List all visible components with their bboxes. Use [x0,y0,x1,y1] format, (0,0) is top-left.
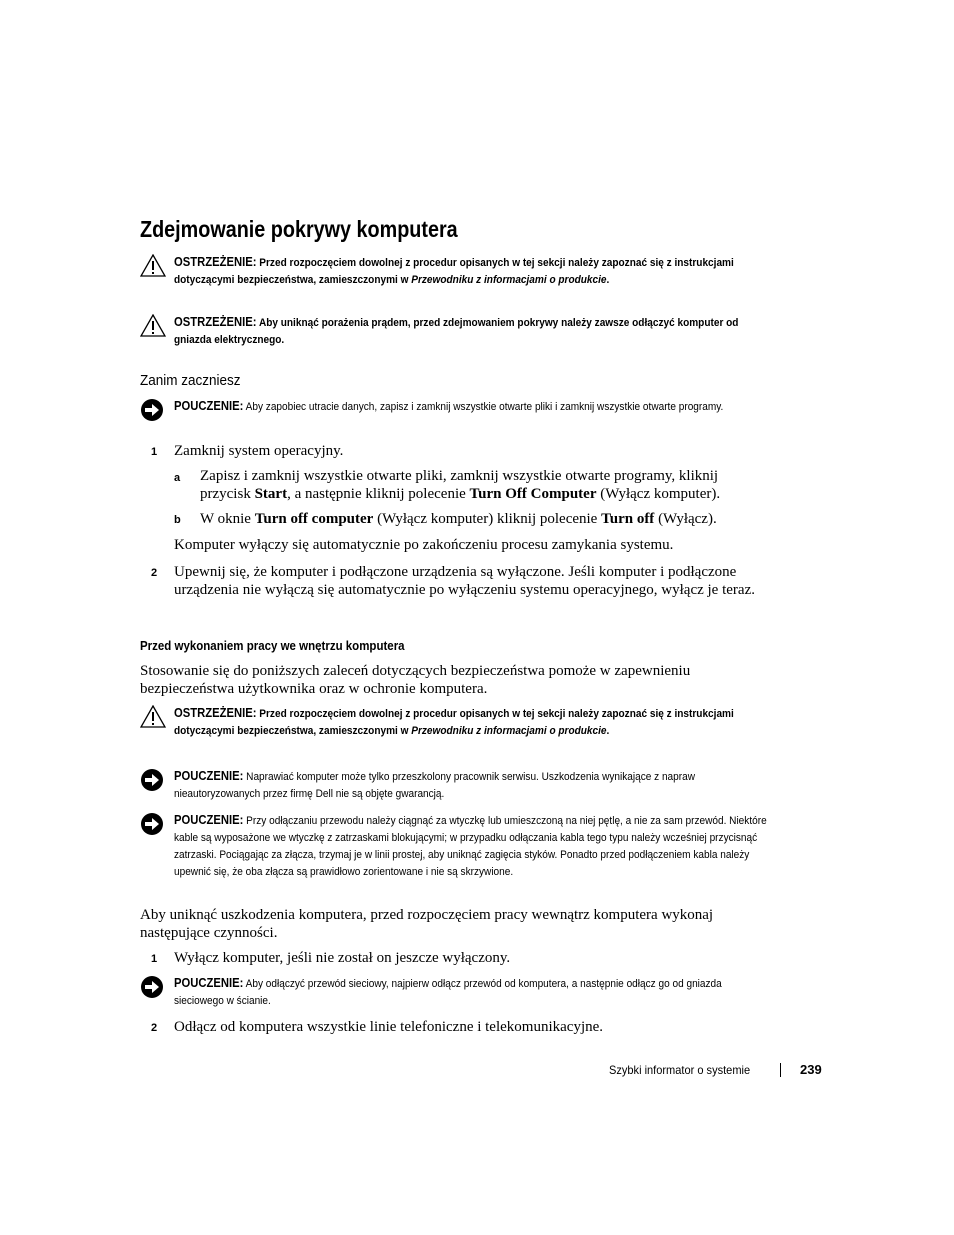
substep-text-part: , a następnie kliknij polecenie [287,486,470,502]
notice-text [174,812,768,881]
warning-label: OSTRZEŻENIE: [174,315,257,329]
notice-arrow-icon [140,768,164,792]
notice-arrow-icon [140,398,164,422]
substep-text-part: Zapisz i zamknij wszystkie otwarte pliki, zamknij wszystkie otwarte programy, kliknij przycisk [200,468,719,502]
intro-paragraph: Stosowanie się do poniższych zaleceń dotyczących bezpieczeństwa pomoże w zapewnieniu bezpieczeństwa użytkownika oraz w ochronie komputera. [140,663,691,697]
page-number: 239 [800,1062,822,1077]
notice-arrow-icon [140,975,164,999]
warning-box [140,254,770,289]
notice-box [140,768,770,803]
substep-text [200,467,765,503]
notice-arrow-icon [140,812,164,836]
step-note: Komputer wyłączy się automatycznie po zakończeniu procesu zamykania systemu. [174,537,674,553]
turn-off-label: Turn off [601,511,655,527]
substep-text-part: W oknie [200,511,255,527]
notice-text [174,398,768,416]
turn-off-computer-window-label: Turn off computer [254,511,374,527]
notice-body: Przy odłączaniu przewodu należy ciągnąć za wtyczkę lub umieszczoną na niej pętlę, a nie za sam przewód. Niektóre kable są wyposażone we wtyczkę z zatrzaskami blokującymi; w przypadku odłączania kabla tego typu należy wcześniej przycisnąć zatrzaski. Pociągając za złącza, trzymaj je w linii prostej, aby uniknąć zagięcia styków. Ponadto przed podłączeniem kabla należy upewnić się, że oba złącza są prawidłowo zorientowane i nie są skrzywione. [174,815,767,878]
substep-letter: b [174,514,181,526]
warning-triangle-icon [140,254,166,277]
start-button-label: Start [254,486,288,502]
substep-letter: a [174,472,181,484]
warning-box [140,705,770,740]
warning-text [174,314,768,349]
warning-body: Aby uniknąć porażenia prądem, przed zdejmowaniem pokrywy należy zawsze odłączyć komputer od gniazda elektrycznego. [174,317,739,346]
subsection-heading: Przed wykonaniem pracy we wnętrzu komputera [140,639,405,653]
footer-divider [780,1063,781,1077]
warning-triangle-icon [140,705,166,728]
notice-body: Aby zapobiec utracie danych, zapisz i zamknij wszystkie otwarte pliki i zamknij wszystkie otwarte programy. [245,401,724,413]
warning-text [174,705,768,740]
warning-text [174,254,768,289]
footer-section-title: Szybki informator o systemie [609,1063,751,1077]
step-number: 1 [151,446,158,458]
step-text: Upewnij się, że komputer i podłączone urządzenia są wyłączone. Jeśli komputer i podłączone urządzenia nie wyłączą się automatycznie po wyłączeniu systemu operacyjnego, wyłącz je teraz. [174,564,755,598]
substep-text-part: (Wyłącz komputer). [596,486,721,502]
notice-body: Aby odłączyć przewód sieciowy, najpierw odłącz przewód od komputera, a następnie odłącz go od gniazda sieciowego w ścianie. [174,978,722,1007]
notice-body: Naprawiać komputer może tylko przeszkolony pracownik serwisu. Uszkodzenia wynikające z napraw nieautoryzowanych przez firmę Dell nie są objęte gwarancją. [174,771,695,800]
substep-text-part: (Wyłącz). [654,511,717,527]
warning-guide-title: Przewodniku z informacjami o produkcie [411,725,607,737]
step-number: 2 [151,567,158,579]
warning-body: Przed rozpoczęciem dowolnej z procedur opisanych w tej sekcji należy zapoznać się z instrukcjami dotyczącymi bezpieczeństwa, zamieszczonymi w [174,257,734,286]
notice-box [140,975,770,1010]
turn-off-computer-label: Turn Off Computer [469,486,597,502]
step-number: 2 [151,1022,158,1034]
warning-guide-title: Przewodniku z informacjami o produkcie [411,274,607,286]
substep-text-part: (Wyłącz komputer) kliknij polecenie [373,511,602,527]
warning-label: OSTRZEŻENIE: [174,706,257,720]
warning-end: . [606,274,610,286]
section-heading: Zanim zaczniesz [140,372,241,389]
notice-box [140,812,770,881]
notice-label: POUCZENIE: [174,813,244,827]
step-text: Zamknij system operacyjny. [174,443,344,459]
page-title: Zdejmowanie pokrywy komputera [140,216,458,242]
notice-text [174,975,768,1010]
notice-text [174,768,768,803]
body-paragraph: Aby uniknąć uszkodzenia komputera, przed rozpoczęciem pracy wewnątrz komputera wykonaj następujące czynności. [140,907,714,941]
warning-box [140,314,770,349]
notice-label: POUCZENIE: [174,976,244,990]
warning-end: . [606,725,610,737]
substep-text [200,510,780,528]
warning-body: Przed rozpoczęciem dowolnej z procedur opisanych w tej sekcji należy zapoznać się z instrukcjami dotyczącymi bezpieczeństwa, zamieszczonymi w [174,708,734,737]
notice-box [140,398,770,416]
step-number: 1 [151,953,158,965]
notice-label: POUCZENIE: [174,769,244,783]
warning-label: OSTRZEŻENIE: [174,255,257,269]
warning-triangle-icon [140,314,166,337]
step-text: Wyłącz komputer, jeśli nie został on jeszcze wyłączony. [174,950,511,966]
notice-label: POUCZENIE: [174,399,244,413]
step-text: Odłącz od komputera wszystkie linie telefoniczne i telekomunikacyjne. [174,1019,604,1035]
